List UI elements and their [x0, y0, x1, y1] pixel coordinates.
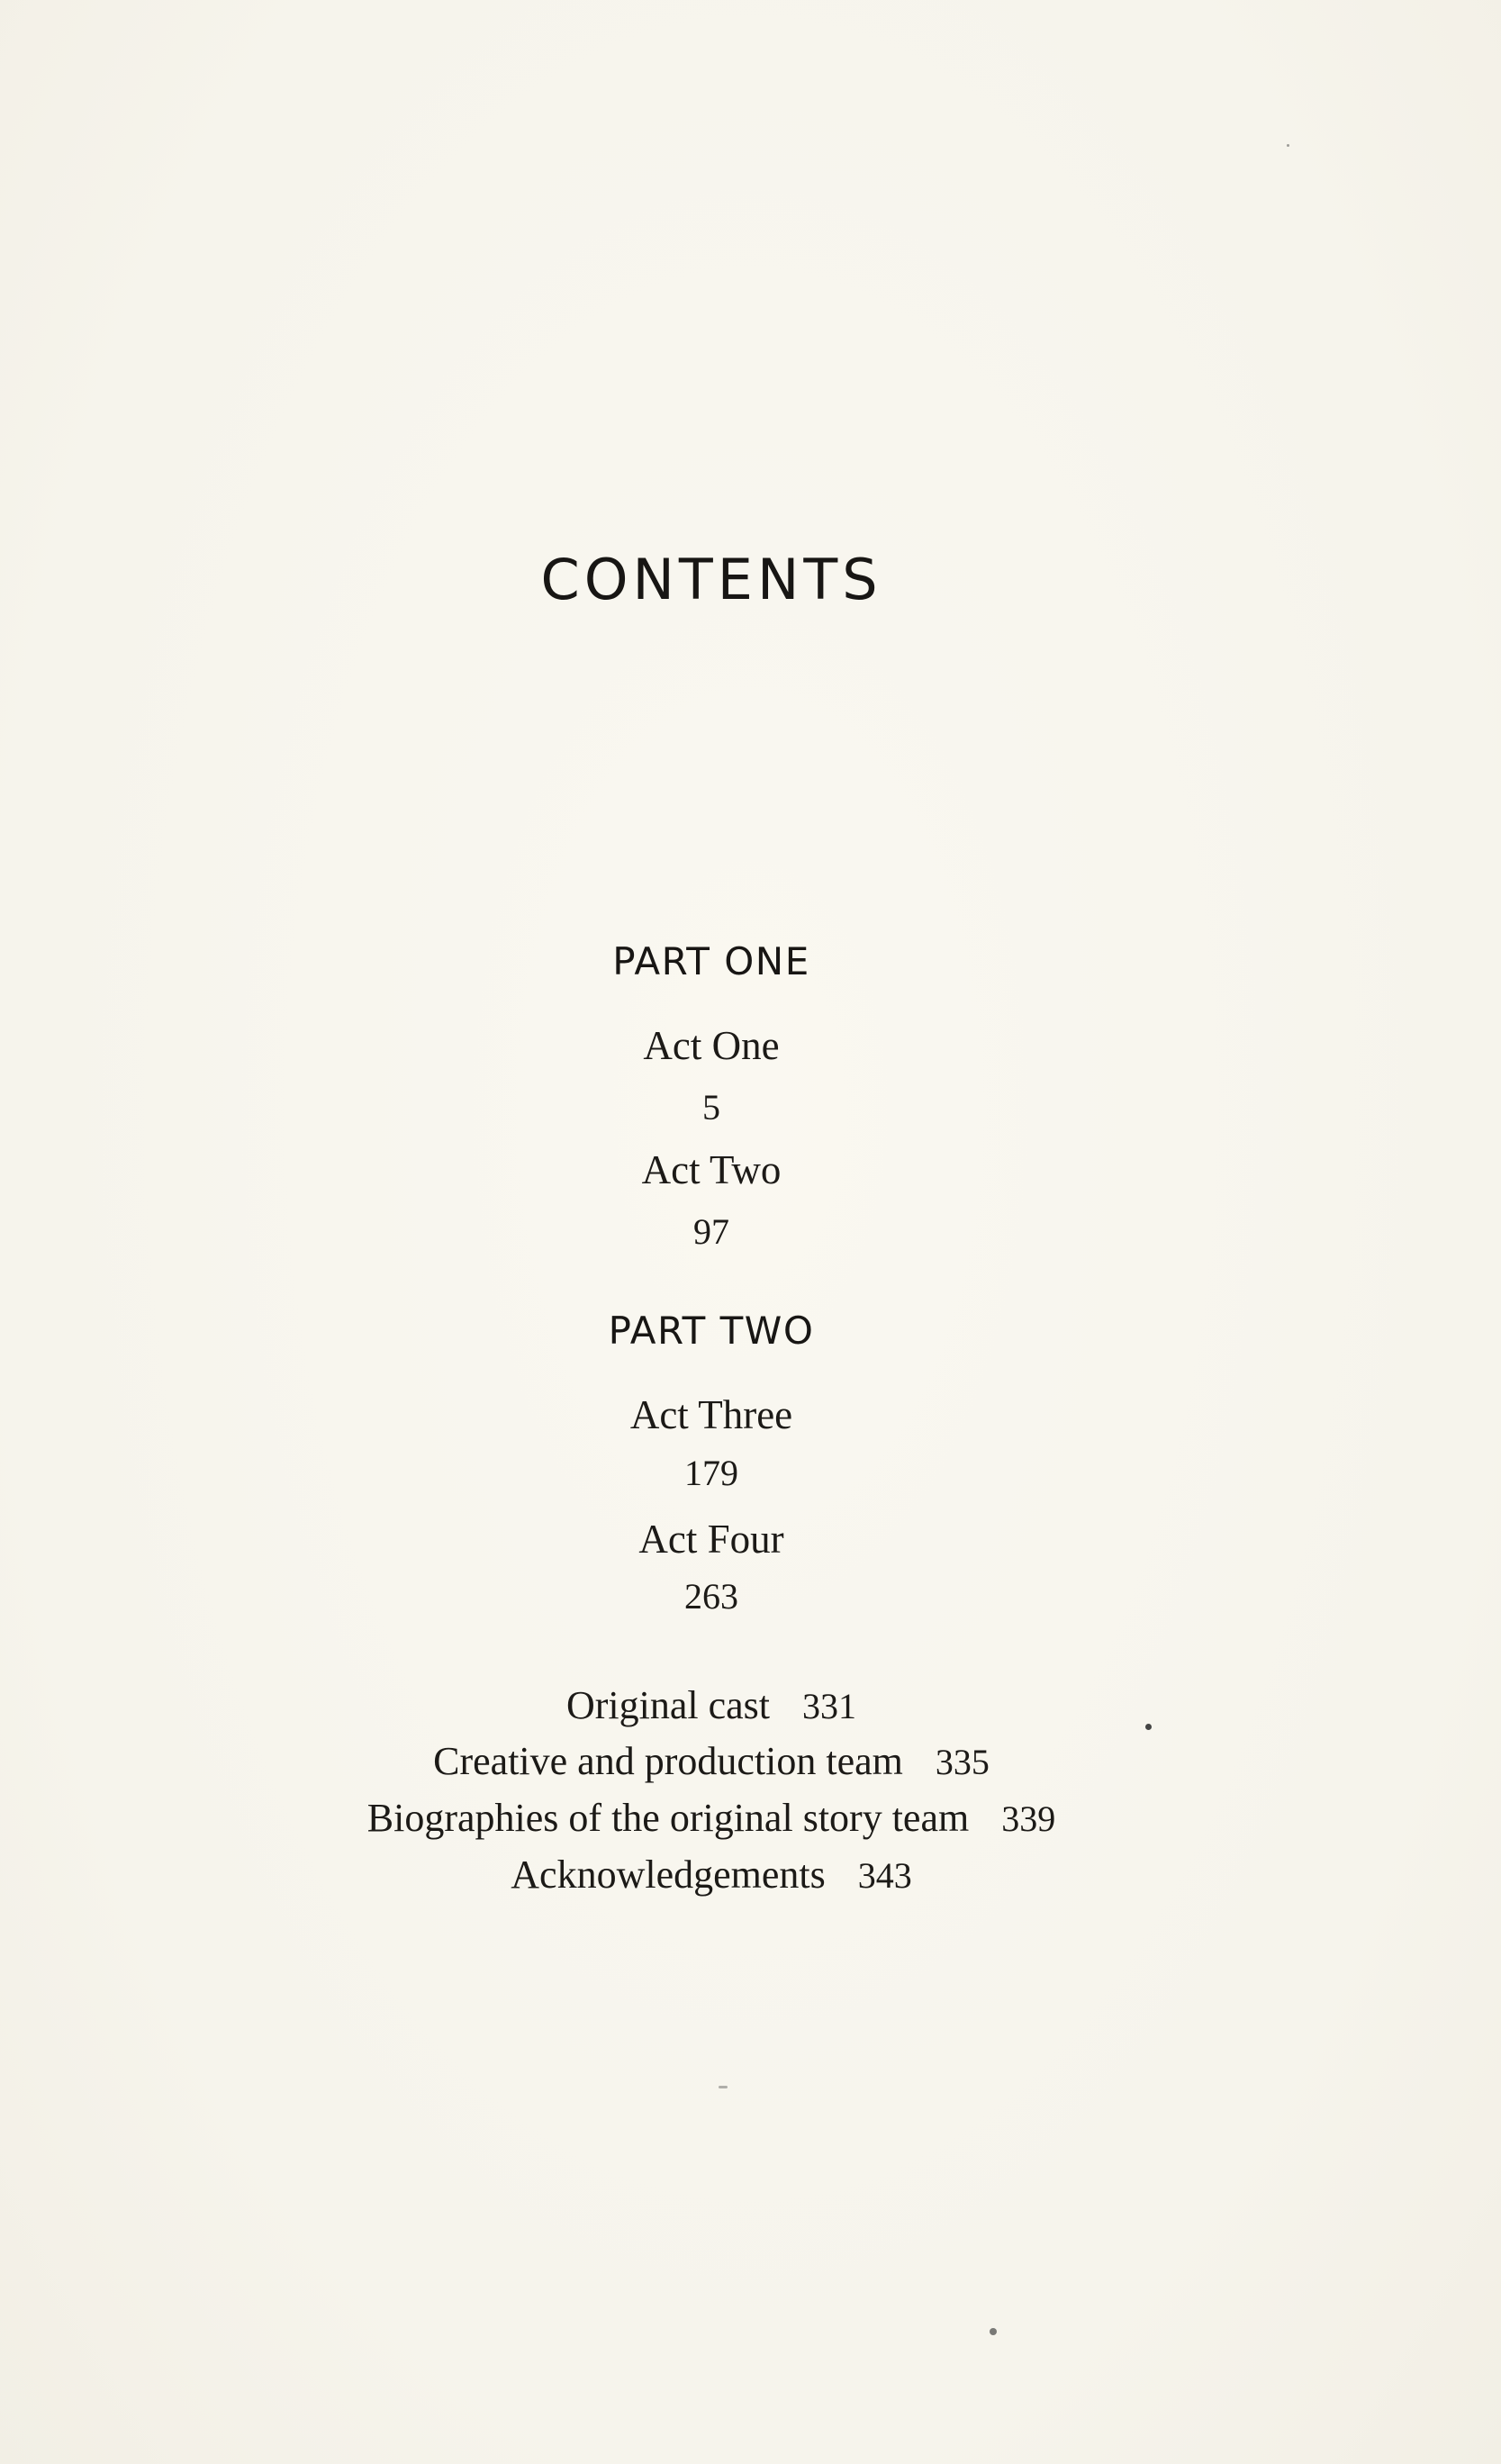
back-matter-page: 339	[1001, 1798, 1056, 1839]
back-matter-row	[0, 1791, 1423, 1846]
back-matter-row	[0, 1735, 1423, 1789]
act-one-title: Act One	[643, 1023, 780, 1068]
act-four-page: 263	[684, 1576, 738, 1617]
back-matter-row	[0, 1848, 1423, 1903]
act-two-page: 97	[693, 1211, 729, 1252]
act-four-title: Act Four	[638, 1517, 784, 1562]
act-three-title: Act Three	[629, 1392, 793, 1437]
paper-speck	[1145, 1724, 1152, 1730]
part-one-heading: PART ONE	[612, 939, 810, 983]
back-matter-label: Original cast	[565, 1683, 771, 1727]
back-matter-label: Biographies of the original story team	[366, 1796, 970, 1840]
back-matter-row	[0, 1679, 1423, 1734]
paper-speck	[1287, 144, 1289, 147]
paper-speck	[719, 2086, 728, 2088]
paper-speck	[990, 2328, 997, 2335]
back-matter-label: Creative and production team	[433, 1739, 903, 1783]
act-one-page: 5	[702, 1087, 720, 1128]
back-matter-label: Acknowledgements	[511, 1853, 826, 1897]
page-title: CONTENTS	[540, 547, 882, 612]
back-matter-page: 331	[802, 1686, 857, 1726]
act-three-page: 179	[684, 1453, 738, 1493]
back-matter-page: 335	[935, 1742, 990, 1782]
part-two-heading: PART TWO	[608, 1309, 815, 1353]
act-two-title: Act Two	[641, 1147, 782, 1192]
back-matter-page: 343	[857, 1855, 912, 1896]
